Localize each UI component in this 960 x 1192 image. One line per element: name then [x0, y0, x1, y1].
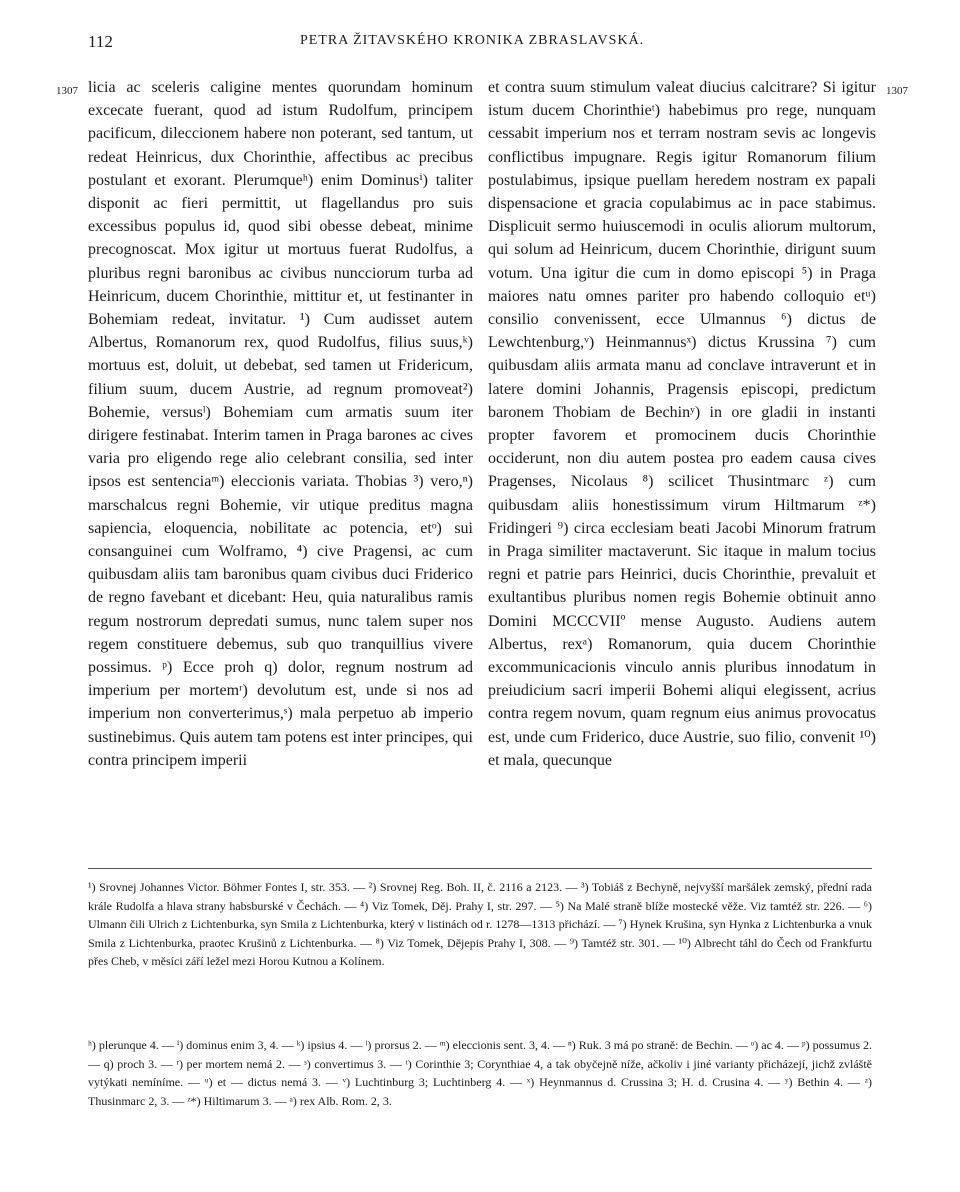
running-head: PETRA ŽITAVSKÉHO KRONIKA ZBRASLAVSKÁ. — [300, 33, 645, 48]
column-left-text: licia ac sceleris caligine mentes quorundam hominum excecate fuerant, quod ad istum Rudolfum, principem pacificum, dileccionem habere non poterant, sed tantum, ut redeat Heinricus, dux Chorinthie, affectibus ac precibus postulant et exorant. Plerumqueʰ) enim Dominusⁱ) taliter disponit ac fieri permittit, ut flagellandus pro suis excessibus populus id, quod sibi obesse debeat, minime precognoscat. Mox igitur ut mortuus fuerat Rudolfus, a pluribus regni baronibus ac civibus nuncciorum turba ad Heinricum, ducem Chorinthie, mittitur et, ut festinanter in Bohemiam redeat, invitatur. ¹) Cum audisset autem Albertus, Romanorum rex, quod Rudolfus, filius suus,ᵏ) mortuus est, doluit, ut debebat, sed tamen ut Fridericum, filium suum, ducem Austrie, ad regnum promoveat²) Bohemie, versusˡ) Bohemiam cum armatis suum iter dirigere festinabat. Interim tamen in Praga barones ac cives varia pro eligendo rege alio celebrant consilia, sed inter ipsos est sentenciaᵐ) eleccionis variata. Thobias ³) vero,ⁿ) marschalcus regni Bohemie, vir utique preditus magna sapiencia, eloquencia, nobilitate ac potencia, etᵒ) sui consanguinei cum Wolframo, ⁴) cive Pragensi, ac cum quibusdam aliis tam baronibus quam civibus duci Friderico de regno favebant et dicebant: Heu, quia naturalibus ramis regum nostrorum depredati sumus, nunc talem super nos regem constituere debemus, sub quo tranquillius vivere possimus. ᵖ) Ecce proh q) dolor, regnum nostrum ad imperium per mortemʳ) devolutum est, unde si nos ad imperium non converterimus,ˢ) mala perpetuo ab imperio sustinebimus. Quis autem tam potens est inter principes, qui contra principem imperii — [88, 79, 473, 769]
numbered-footnotes-text: ¹) Srovnej Johannes Victor. Böhmer Fontes I, str. 353. — ²) Srovnej Reg. Boh. II, č. 2116 a 2123. — ³) Tobiáš z Bechyně, nejvyšší maršálek zemský, přední rada krále Rudolfa a hlava strany habsburské v Čechách. — ⁴) Viz Tomek, Děj. Prahy I, str. 297. — ⁵) Na Malé straně blíže mostecké věže. Viz tamtéž str. 226. — ⁶) Ulmann čili Ulrich z Lichtenburka, syn Smila z Lichtenburka, který v listinách od r. 1278—1313 přichází. — ⁷) Hynek Krušina, syn Hynka z Lichtenburka a vnuk Smila z Lichtenburka, praotec Krušinů z Lichtenburka. — ⁸) Viz Tomek, Dějepis Prahy I, 308. — ⁹) Tamtéž str. 301. — ¹⁰) Albrecht táhl do Čech od Frankfurtu přes Cheb, v měsíci září ležel mezi Horou Kutnou a Kolínem. — [88, 880, 872, 968]
text-column-left — [88, 76, 473, 772]
numbered-footnotes — [88, 878, 872, 971]
page-number: 112 — [88, 32, 113, 51]
variant-footnotes — [88, 1036, 872, 1110]
margin-year-left: 1307 — [56, 85, 78, 97]
variant-footnotes-text: ʰ) plerunque 4. — ⁱ) dominus enim 3, 4. — ᵏ) ipsius 4. — ˡ) prorsus 2. — ᵐ) eleccionis sent. 3, 4. — ⁿ) Ruk. 3 má po straně: de Bechin. — ᵒ) ac 4. — ᵖ) possumus 2. — q) proch 3. — ʳ) per mortem nemá 2. — ˢ) convertimus 3. — ᵗ) Corinthie 3; Corynthiae 4, a tak obyčejně níže, ačkoliv i jiné varianty přicházejí, jichž zvláště vytýkati nemíníme. — ᵘ) et — dictus nemá 3. — ᵛ) Luchtinburg 3; Luchtinberg 4. — ˣ) Heynmannus d. Crussina 3; H. d. Crusina 4. — ʸ) Bethin 4. — ᶻ) Thusinmarc 2, 3. — ᶻ*) Hiltimarum 3. — ᵃ) rex Alb. Rom. 2, 3. — [88, 1038, 872, 1108]
margin-year-right: 1307 — [886, 85, 908, 97]
column-right-text: et contra suum stimulum valeat diucius calcitrare? Si igitur istum ducem Chorinthieᵗ) habebimus pro rege, nunquam cessabit imperium nos et terram nostram sevis ac longevis conflictibus impugnare. Regis igitur Romanorum filium postulabimus, ipsique puellam heredem nostram ex papali dispensacione et gracia copulabimus ac in pace stabimus. Displicuit sermo huiuscemodi in oculis aliorum multorum, qui solum ad Heinricum, ducem Chorinthie, dirigunt suum votum. Una igitur die cum in domo episcopi ⁵) in Praga maiores natu omnes pariter pro habendo colloquio etᵘ) consilio convenissent, ecce Ulmannus ⁶) dictus de Lewchtenburg,ᵛ) Heinmannusˣ) dictus Krussina ⁷) cum quibusdam aliis armata manu ad conclave intraverunt et in latere domini Johannis, Pragensis episcopi, predictum baronem Thobiam de Bechinʸ) in ore gladii in instanti propter favorem et promocinem ducis Chorinthie occiderunt, non diu autem postea pro eadem causa cives Pragenses, Nicolaus ⁸) scilicet Thusintmarc ᶻ) cum quibusdam aliis honestissimum virum Hiltmarum ᶻ*) Fridingeri ⁹) circa ecclesiam beati Jacobi Minorum fratrum in Praga similiter mactaverunt. Sic itaque in malum tocius regni et patrie pars Heinrici, ducis Chorinthie, prevaluit et exultantibus pluribus nomen regis Bohemie obtinuit anno Domini MCCCVIIº mense Augusto. Audiens autem Albertus, rexᵃ) Romanorum, quia ducem Chorinthie excommunicacionis vinculo annis pluribus innodatum in preiudicium sacri imperii Bohemi aliqui elegissent, acrius contra regem novum, quam regnum eius animus provocatus est, unde cum Friderico, duce Austrie, suo filio, convenit ¹⁰) et mala, quecunque — [488, 79, 876, 769]
text-column-right — [488, 76, 876, 772]
page-header — [0, 32, 960, 56]
footnote-divider — [88, 868, 872, 869]
